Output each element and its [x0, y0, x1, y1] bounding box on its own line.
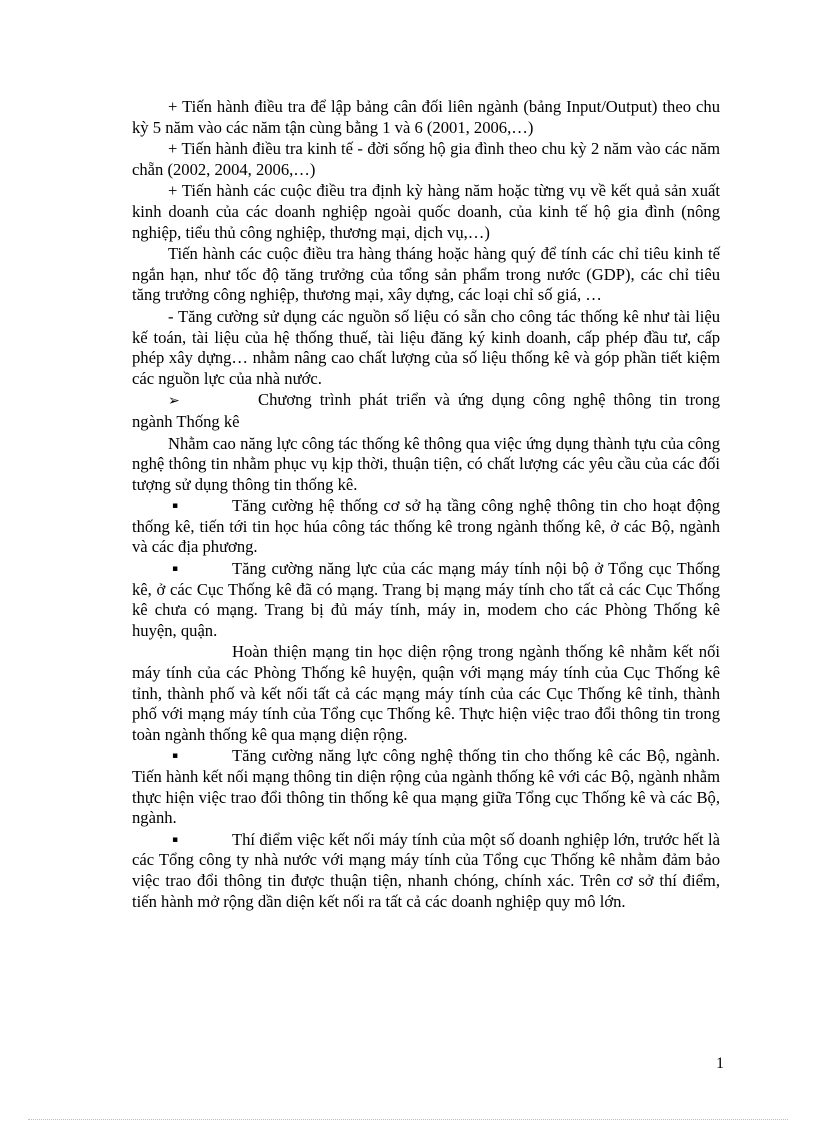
arrow-bullet-icon: ➢	[168, 393, 180, 410]
paragraph-intro: Nhằm cao năng lực công tác thống kê thông qua việc ứng dụng thành tựu của công nghệ thông tin nhằm phục vụ kịp thời, thuận tiện, có chất lượng các yêu cầu của các đối tượng sử dụng thông tin thống kê.	[132, 433, 720, 494]
square-bullet-icon: ▪	[172, 751, 179, 762]
paragraph-periodic-survey: + Tiến hành các cuộc điều tra định kỳ hàng năm hoặc từng vụ về kết quả sản xuất kinh doanh của các doanh nghiệp ngoài quốc doanh, của kinh tế hộ gia đình (nông nghiệp, tiểu thủ công nghiệp, thương mại, dịch vụ,…)	[132, 181, 720, 242]
list-item	[132, 830, 720, 912]
page-number: 1	[716, 1055, 724, 1072]
paragraph-existing-data-sources: - Tăng cường sử dụng các nguồn số liệu có sẵn cho công tác thống kê như tài liệu kế toán, tài liệu của hệ thống thuế, tài liệu đăng ký kinh doanh, cấp phép đầu tư, cấp phép xây dựng… nhằm nâng cao chất lượng của số liệu thống kê và góp phần tiết kiệm các nguồn lực của nhà nước.	[132, 306, 720, 388]
list-item-text: Tăng cường năng lực của các mạng máy tính nội bộ ở Tổng cục Thống kê, ở các Cục Thống kê đã có mạng. Trang bị mạng máy tính cho tất cả các Cục Thống kê chưa có mạng. Trang bị đủ máy tính, máy in, modem cho các Phòng Thống kê huyện, quận.	[132, 559, 720, 640]
document-body	[132, 97, 720, 913]
list-item-text: Thí điểm việc kết nối máy tính của một số doanh nghiệp lớn, trước hết là các Tổng công ty nhà nước với mạng máy tính của Tổng cục Thống kê nhằm đảm bảo việc trao đổi thông tin được thuận tiện, nhanh chóng, chính xác. Trên cơ sở thí điểm, tiến hành mở rộng dần diện kết nối ra tất cả các doanh nghiệp quy mô lớn.	[132, 829, 720, 911]
page-bottom-divider	[28, 1119, 788, 1120]
section-heading	[132, 390, 720, 432]
list-item	[132, 642, 720, 745]
section-title: Chương trình phát triển và ứng dụng công nghệ thông tin trong ngành Thống kê	[132, 390, 720, 431]
list-item-text: Hoàn thiện mạng tin học diện rộng trong ngành thống kê nhằm kết nối máy tính của các Phòng Thống kê huyện, quận với mạng máy tính của Cục Thống kê tỉnh, thành phố và kết nối tất cả các mạng máy tính của các Cục Thống kê tỉnh, thành phố với mạng máy tính của Tổng cục Thống kê. Thực hiện việc trao đổi thông tin trong toàn ngành thống kê qua mạng diện rộng.	[132, 642, 720, 744]
paragraph-short-term-indicators: Tiến hành các cuộc điều tra hàng tháng hoặc hàng quý để tính các chỉ tiêu kinh tế ngắn hạn, như tốc độ tăng trưởng của tổng sản phẩm trong nước (GDP), các chỉ tiêu tăng trưởng công nghiệp, thương mại, xây dựng, các loại chỉ số giá, …	[132, 244, 720, 305]
square-bullet-icon: ▪	[172, 564, 179, 575]
list-item	[132, 559, 720, 641]
list-item-text: Tăng cường hệ thống cơ sở hạ tầng công nghệ thông tin cho hoạt động thống kê, tiến tới tin học húa công tác thống kê trong ngành thống kê, ở các Bộ, ngành và các địa phương.	[132, 496, 720, 557]
paragraph-household-survey: + Tiến hành điều tra kinh tế - đời sống hộ gia đình theo chu kỳ 2 năm vào các năm chẵn (2002, 2004, 2006,…)	[132, 139, 720, 179]
paragraph-input-output-survey: + Tiến hành điều tra để lập bảng cân đối liên ngành (bảng Input/Output) theo chu kỳ 5 năm vào các năm tận cùng bằng 1 và 6 (2001, 2006,…)	[132, 97, 720, 137]
list-item	[132, 746, 720, 828]
square-bullet-icon: ▪	[172, 501, 179, 512]
list-item-text: Tăng cường năng lực công nghệ thống tin cho thống kê các Bộ, ngành. Tiến hành kết nối mạng thông tin diện rộng của ngành thống kê với các Bộ, ngành nhằm thực hiện việc trao đổi thông tin thống kê qua mạng giữa Tổng cục Thống kê và các Bộ, ngành.	[132, 746, 720, 828]
square-bullet-icon: ▪	[172, 834, 179, 845]
list-item	[132, 496, 720, 558]
